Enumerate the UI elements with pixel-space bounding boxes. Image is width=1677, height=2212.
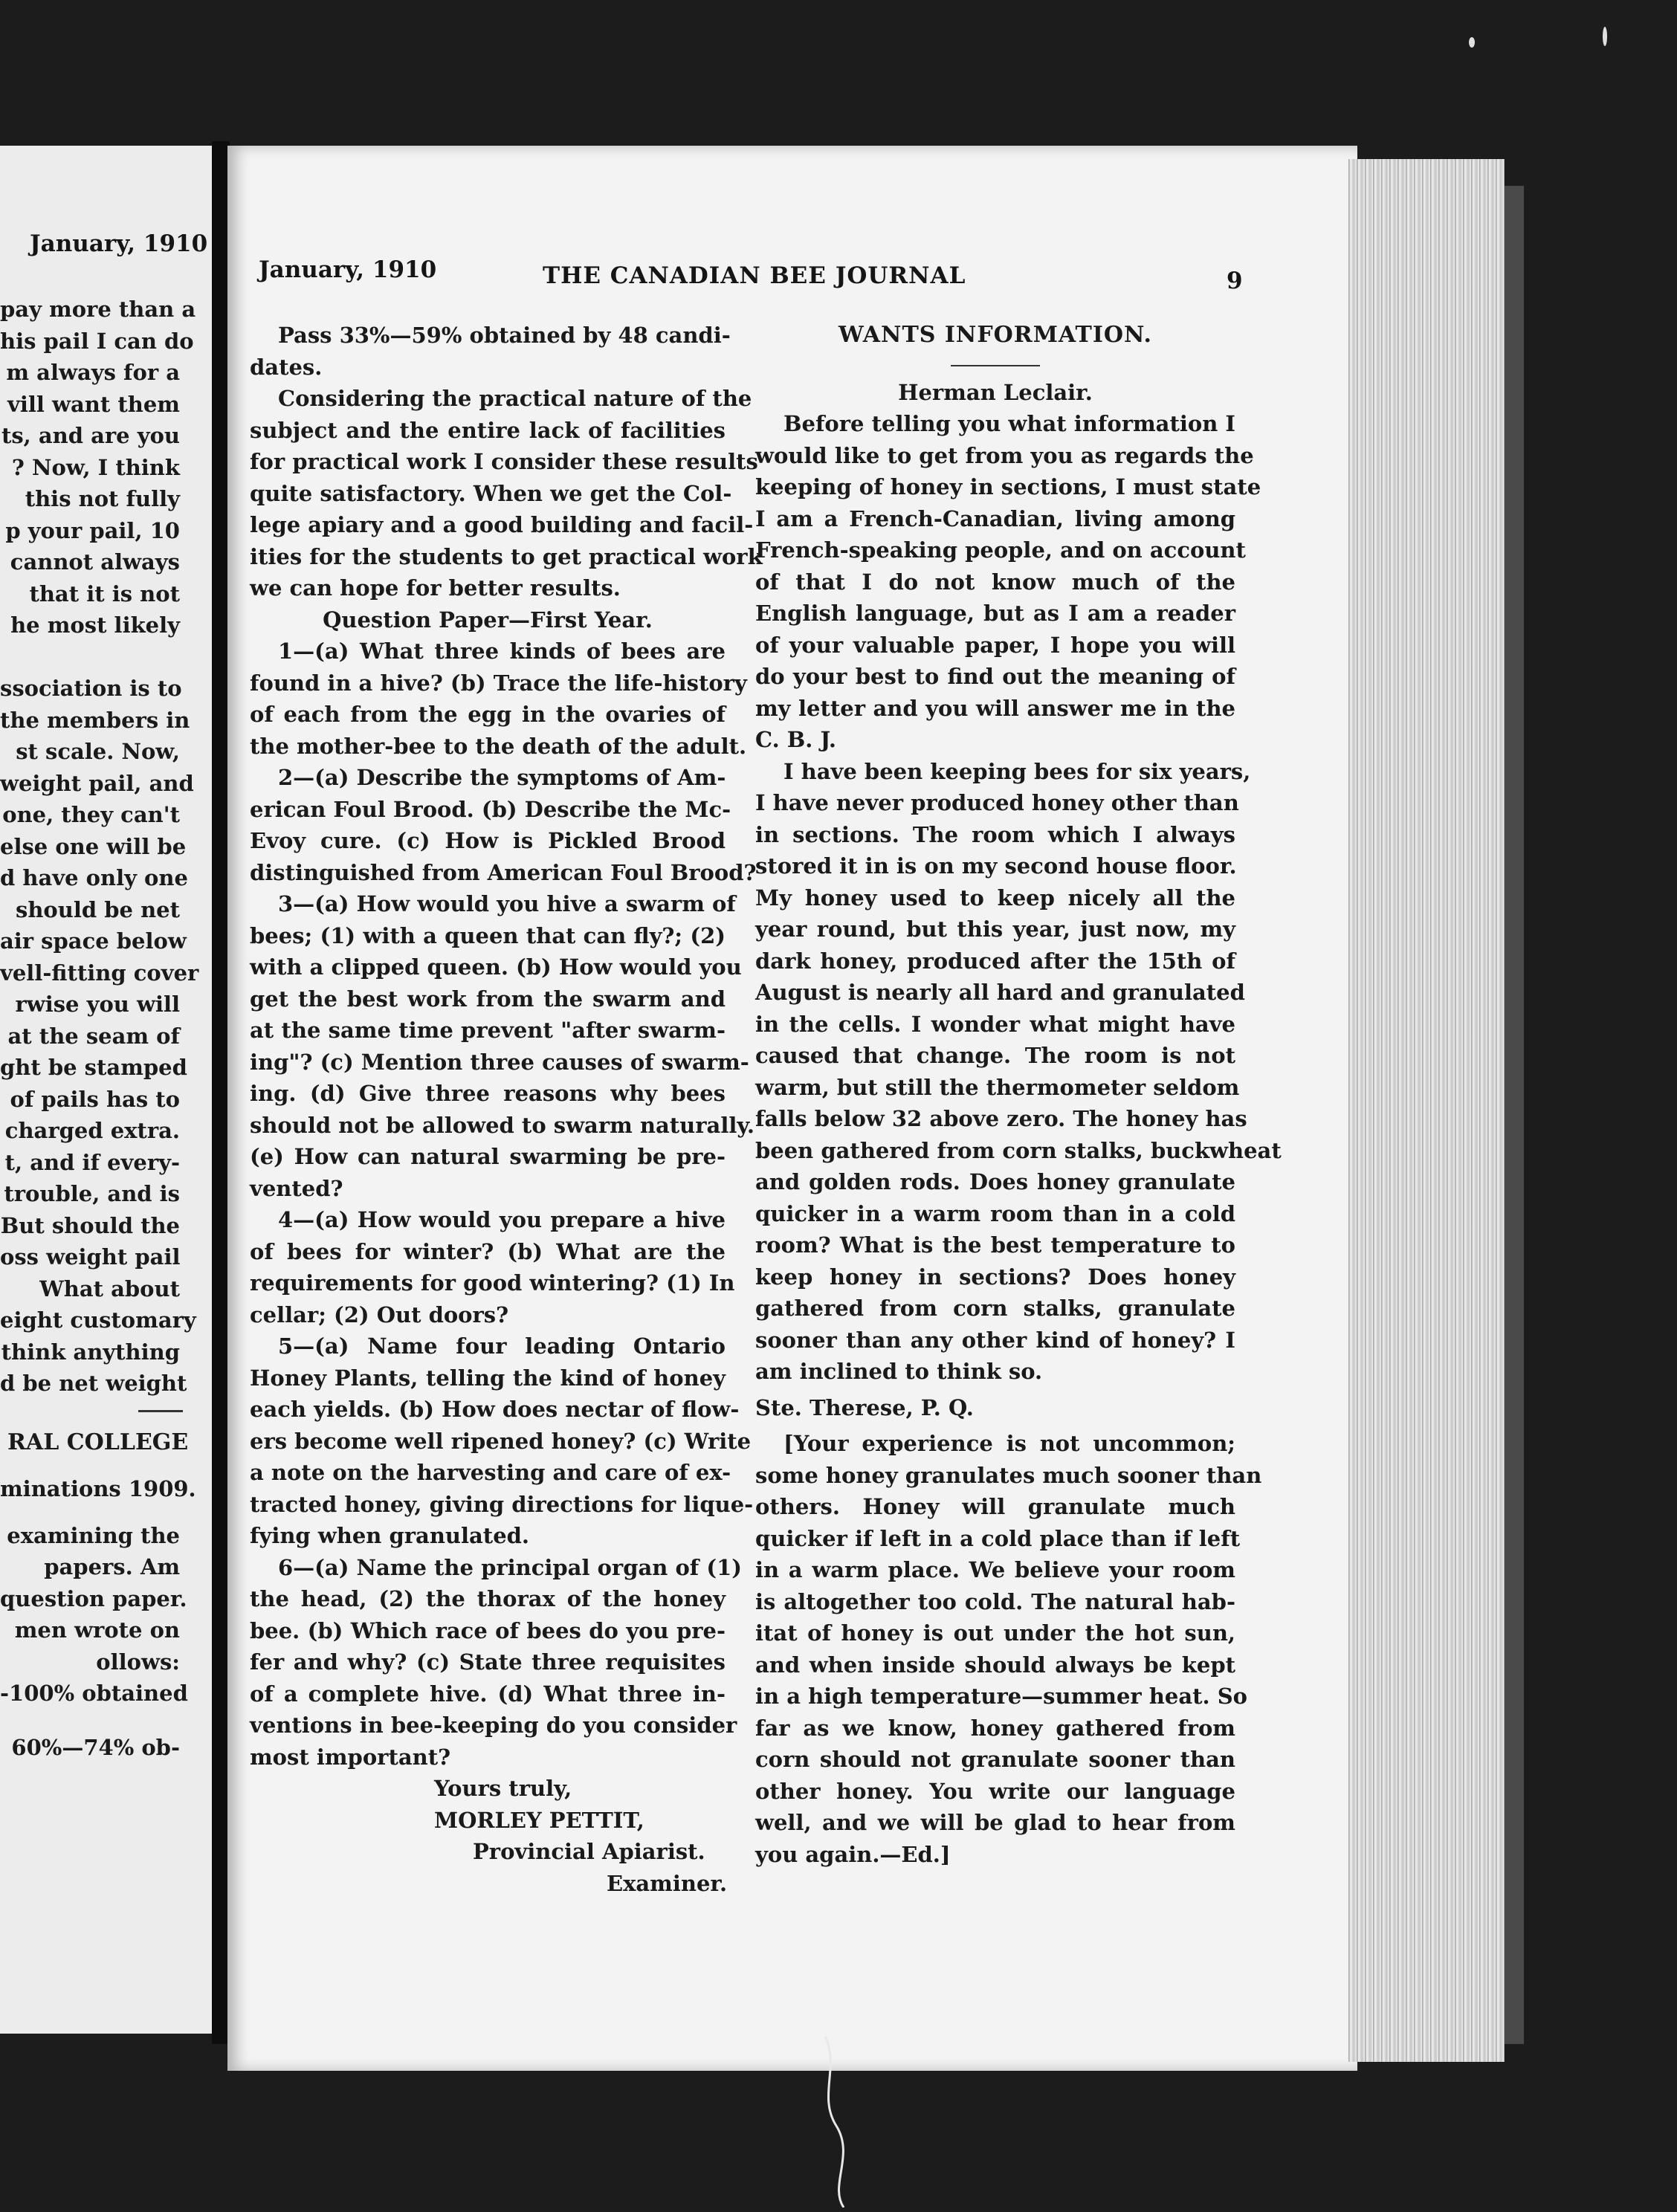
signer-role-apiarist: Provincial Apiarist. (473, 1839, 705, 1864)
paragraph-considering (250, 383, 763, 604)
text-line: t, and if every- (4, 1149, 180, 1175)
paragraph-keeping-bees (755, 756, 1282, 1388)
book-page-edges (1348, 159, 1505, 2062)
text-line: sooner than any other kind of honey? I (755, 1327, 1235, 1353)
text-line: weight pail, and (0, 770, 194, 796)
text-line: p your pail, 10 (5, 517, 180, 543)
text-line: corn should not granulate sooner than (755, 1747, 1235, 1772)
left-lines-c (0, 1520, 188, 1710)
text-line: far as we know, honey gathered from (755, 1715, 1235, 1741)
text-line: found in a hive? (b) Trace the life-history (250, 670, 747, 696)
question-2 (250, 762, 757, 888)
text-line: vill want them (7, 391, 180, 417)
closing: Yours truly, (434, 1776, 572, 1801)
text-line: stored it in is on my second house floor. (755, 853, 1237, 879)
text-line: others. Honey will granulate much (755, 1494, 1235, 1519)
text-line: ers become well ripened honey? (c) Write (250, 1428, 752, 1454)
text-line: with a clipped queen. (b) How would you (250, 954, 742, 980)
text-line: My honey used to keep nicely all the (755, 885, 1235, 911)
text-line: quicker if left in a cold place than if left (755, 1525, 1241, 1551)
text-line: examining the (7, 1522, 180, 1548)
text-line: the mother-bee to the death of the adult. (250, 733, 747, 759)
text-line: ing"? (c) Mention three causes of swarm- (250, 1049, 749, 1075)
text-line: the head, (2) the thorax of the honey (250, 1586, 726, 1611)
text-line: for practical work I consider these results (250, 449, 758, 474)
text-line: 4—(a) How would you prepare a hive (278, 1207, 726, 1232)
text-line: you again.—Ed.] (755, 1841, 951, 1867)
text-line: tracted honey, giving directions for lique- (250, 1491, 754, 1517)
editor-reply (755, 1428, 1262, 1870)
text-line: cannot always (10, 549, 180, 575)
left-lines-b (0, 673, 199, 1400)
text-line: 2—(a) Describe the symptoms of Am- (278, 765, 726, 790)
question-4 (250, 1204, 735, 1330)
text-line: ollows: (96, 1649, 180, 1675)
text-line: warm, but still the thermometer seldom (755, 1074, 1240, 1100)
text-line: his pail I can do (0, 328, 194, 354)
text-line: is altogether too cold. The natural hab- (755, 1588, 1235, 1614)
text-line: should not be allowed to swarm naturally. (250, 1112, 755, 1138)
text-line: the members in (0, 707, 190, 733)
text-line: oss weight pail (0, 1244, 181, 1270)
text-line: else one will be (0, 833, 187, 859)
letter-place: Ste. Therese, P. Q. (755, 1394, 974, 1420)
text-line: [Your experience is not uncommon; (783, 1431, 1235, 1456)
text-line: bees; (1) with a queen that can fly?; (2) (250, 922, 726, 948)
text-line: keeping of honey in sections, I must state (755, 474, 1261, 499)
text-line: 3—(a) How would you hive a swarm of (278, 891, 736, 916)
text-line: question paper. (0, 1585, 187, 1611)
text-line: (e) How can natural swarming be pre- (250, 1144, 726, 1169)
text-line: d have only one (0, 865, 188, 890)
left-heading-college: RAL COLLEGE (7, 1429, 189, 1455)
text-line: itat of honey is out under the hot sun, (755, 1620, 1235, 1646)
left-lines-a (0, 294, 196, 641)
text-line: year round, but this year, just now, my (755, 916, 1235, 942)
text-line: rwise you will (15, 992, 180, 1017)
text-line: ght be stamped (0, 1055, 187, 1080)
text-line: But should the (0, 1212, 180, 1238)
text-line: and golden rods. Does honey granulate (755, 1169, 1235, 1194)
text-line: each yields. (b) How does nectar of flow- (250, 1397, 740, 1422)
text-line: Evoy cure. (c) How is Pickled Brood (250, 828, 726, 853)
stray-thread (818, 2037, 862, 2208)
text-line: in sections. The room which I always (755, 821, 1235, 847)
text-line: well, and we will be glad to hear from (755, 1810, 1235, 1835)
text-line: that it is not (29, 581, 180, 607)
text-line: keep honey in sections? Does honey (755, 1264, 1235, 1290)
text-line: and when inside should always be kept (755, 1652, 1235, 1678)
text-line: room? What is the best temperature to (755, 1232, 1235, 1258)
text-line: some honey granulates much sooner than (755, 1462, 1262, 1488)
text-line: ts, and are you (1, 423, 180, 448)
text-line: quite satisfactory. When we get the Col- (250, 480, 732, 506)
text-line: pay more than a (0, 297, 196, 322)
text-line: of a complete hive. (d) What three in- (250, 1681, 726, 1707)
text-line: in a warm place. We believe your room (755, 1557, 1235, 1582)
signer-role-examiner: Examiner. (607, 1870, 728, 1896)
text-line: air space below (0, 928, 187, 954)
title-divider (951, 365, 1040, 366)
text-line: in a high temperature—summer heat. So (755, 1684, 1247, 1709)
text-line: 6—(a) Name the principal organ of (1) (278, 1554, 742, 1580)
question-3 (250, 888, 755, 1204)
text-line: st scale. Now, (16, 739, 180, 764)
text-line: quicker in a warm room than in a cold (755, 1200, 1235, 1226)
text-line: of each from the egg in the ovaries of (250, 702, 726, 727)
text-line: fer and why? (c) State three requisites (250, 1649, 726, 1675)
text-line: of that I do not know much of the (755, 569, 1235, 595)
text-line: trouble, and is (4, 1181, 180, 1206)
text-line: my letter and you will answer me in the (755, 695, 1235, 721)
left-lines-d (0, 1732, 180, 1764)
text-line: of bees for winter? (b) What are the (250, 1238, 726, 1264)
text-line: subject and the entire lack of facilities (250, 417, 726, 443)
column-wants-information (755, 320, 1282, 1870)
text-line: would like to get from you as regards the (755, 442, 1254, 468)
text-line: of your valuable paper, I hope you will (755, 632, 1235, 658)
text-line: other honey. You write our language (755, 1778, 1235, 1804)
text-line: Pass 33%—59% obtained by 48 candi- (278, 323, 731, 348)
text-line: requirements for good wintering? (1) In (250, 1270, 735, 1296)
text-line: I have been keeping bees for six years, (783, 758, 1251, 784)
text-line: English language, but as I am a reader (755, 601, 1235, 626)
text-line: Considering the practical nature of the (278, 386, 752, 411)
text-line: dark honey, produced after the 15th of (755, 948, 1235, 974)
text-line: lege apiary and a good building and facil- (250, 512, 754, 537)
text-line: eight customary (0, 1307, 196, 1333)
text-line: a note on the harvesting and care of ex- (250, 1460, 731, 1485)
text-line: I am a French-Canadian, living among (755, 505, 1235, 531)
text-line: in the cells. I wonder what might have (755, 1011, 1235, 1037)
text-line: papers. Am (44, 1554, 180, 1579)
text-line: What about (39, 1275, 180, 1301)
left-page-header-date: January, 1910 (30, 230, 208, 257)
text-line: ssociation is to (0, 676, 182, 701)
text-line: at the seam of (7, 1023, 180, 1049)
book-edge-shadow (1505, 186, 1524, 2044)
speck-mark (1603, 27, 1607, 46)
text-line: ing. (d) Give three reasons why bees (250, 1081, 726, 1106)
text-line: ? Now, I think (11, 454, 180, 480)
text-line: ities for the students to get practical work (250, 543, 763, 569)
left-heading-examinations: minations 1909. (0, 1476, 196, 1501)
text-line: erican Foul Brood. (b) Describe the Mc- (250, 796, 731, 822)
text-line: cellar; (2) Out doors? (250, 1301, 509, 1327)
text-line: 60%—74% ob- (11, 1734, 180, 1760)
speck-mark (1469, 37, 1475, 48)
text-line: he most likely (10, 612, 180, 638)
text-line: of pails has to (10, 1086, 180, 1112)
text-line: dates. (250, 354, 323, 380)
text-line: -100% obtained (0, 1681, 188, 1706)
text-line: think anything (1, 1339, 180, 1365)
text-line: 5—(a) Name four leading Ontario (278, 1333, 726, 1359)
text-line: we can hope for better results. (250, 575, 621, 601)
page-number: 9 (1227, 268, 1243, 294)
question-1 (250, 636, 747, 762)
text-line: I have never produced honey other than (755, 790, 1239, 815)
left-page-column (0, 294, 199, 1763)
text-line: C. B. J. (755, 727, 837, 752)
text-line: men wrote on (14, 1617, 180, 1643)
text-line: gathered from corn stalks, granulate (755, 1296, 1235, 1321)
text-line: d be net weight (0, 1371, 187, 1396)
text-line: Before telling you what information I (783, 411, 1235, 436)
text-line: distinguished from American Foul Brood? (250, 859, 757, 885)
text-line: this not fully (25, 486, 180, 511)
text-line: vented? (250, 1175, 343, 1201)
text-line: most important? (250, 1744, 451, 1770)
text-line: m always for a (6, 360, 180, 385)
left-page (0, 146, 217, 2034)
journal-title: THE CANADIAN BEE JOURNAL (543, 262, 966, 289)
text-line: charged extra. (4, 1118, 180, 1143)
text-line: ventions in bee-keeping do you consider (250, 1713, 737, 1738)
question-6 (250, 1552, 742, 1773)
text-line: at the same time prevent "after swarm- (250, 1018, 726, 1043)
text-line: should be net (16, 896, 180, 922)
text-line: French-speaking people, and on account (755, 537, 1246, 563)
text-line: fying when granulated. (250, 1523, 530, 1548)
text-line: 1—(a) What three kinds of bees are (278, 638, 726, 664)
article-title: WANTS INFORMATION. (838, 322, 1152, 348)
text-line: vell-fitting cover (0, 960, 199, 986)
header-date: January, 1910 (259, 256, 437, 283)
text-line: falls below 32 above zero. The honey has (755, 1106, 1247, 1131)
column-examination-report (250, 320, 763, 1899)
text-line: been gathered from corn stalks, buckwheat (755, 1137, 1282, 1163)
article-author: Herman Leclair. (898, 379, 1093, 405)
text-line: August is nearly all hard and granulated (755, 980, 1245, 1005)
question-5 (250, 1330, 754, 1552)
text-line: one, they can't (2, 802, 180, 827)
text-line: caused that change. The room is not (755, 1043, 1235, 1068)
text-line: do your best to find out the meaning of (755, 664, 1235, 689)
text-line: get the best work from the swarm and (250, 986, 726, 1012)
heading-question-paper: Question Paper—First Year. (323, 607, 653, 633)
left-divider (138, 1410, 183, 1412)
text-line: bee. (b) Which race of bees do you pre- (250, 1617, 726, 1643)
text-line: am inclined to think so. (755, 1359, 1043, 1384)
text-line: Honey Plants, telling the kind of honey (250, 1365, 726, 1391)
paragraph-pass-results (250, 320, 731, 383)
paragraph-before-telling (755, 408, 1261, 756)
signer-name: MORLEY PETTIT, (434, 1807, 644, 1833)
